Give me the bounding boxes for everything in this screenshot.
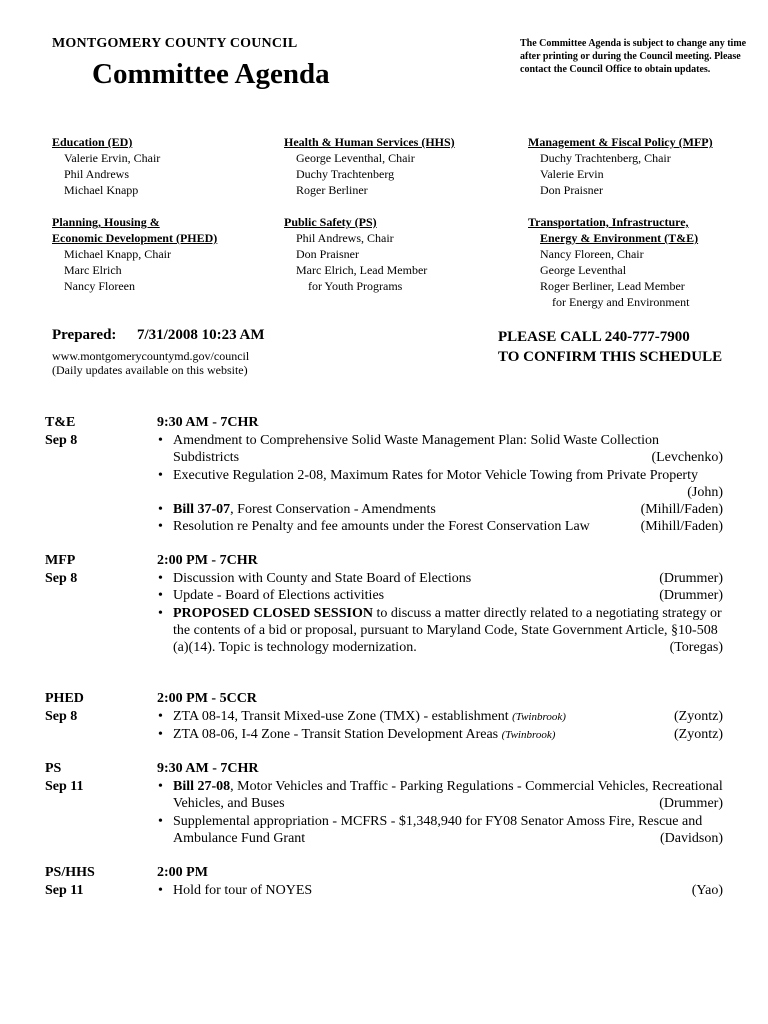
item-bold-text: PROPOSED CLOSED SESSION (173, 605, 373, 621)
item-text: Supplemental appropriation - MCFRS - $1,348,940 for FY08 Senator Amoss Fire, Rescue and Ambulance Fund Grant (173, 813, 703, 846)
committee-member: for Energy and Environment (552, 295, 690, 309)
session-committee: PS/HHS (45, 865, 95, 880)
item-text: Discussion with County and State Board of Elections (173, 571, 472, 586)
item-presenter: (Drummer) (659, 588, 723, 604)
item-text: Resolution re Penalty and fee amounts under the Forest Conservation Law (173, 519, 590, 535)
call-line-2: TO CONFIRM THIS SCHEDULE (498, 349, 723, 365)
session-body (157, 760, 723, 847)
committee-member: Marc Elrich (64, 263, 122, 277)
bullet-icon: • (158, 727, 163, 743)
committee-block (284, 214, 427, 294)
committee-member: Michael Knapp, Chair (64, 247, 171, 261)
session-body (157, 552, 723, 656)
committee-block (528, 214, 698, 310)
confirm-notice (498, 327, 722, 367)
call-line-1: PLEASE CALL 240-777-7900 (498, 329, 690, 345)
committee-member: Marc Elrich, Lead Member (296, 263, 428, 277)
agenda-item (157, 587, 723, 604)
page-title: Committee Agenda (92, 58, 330, 90)
committee-member: Phil Andrews, Chair (296, 231, 394, 245)
committee-member: for Youth Programs (308, 279, 403, 293)
item-bold-text: Bill 27-08 (173, 779, 231, 794)
website-info (52, 349, 249, 377)
item-presenter: (John) (687, 484, 723, 500)
committee-member: Nancy Floreen, Chair (540, 247, 644, 261)
item-text: ZTA 08-14, Transit Mixed-use Zone (TMX) - establishment (Twinbrook) (173, 709, 566, 724)
session-committee: PS (45, 761, 62, 776)
committee-name: Education (ED) (52, 135, 133, 149)
website-url[interactable]: www.montgomerycountymd.gov/council (52, 349, 250, 363)
item-presenter: (Zyontz) (674, 709, 723, 724)
session-time: 2:00 PM - 5CCR (157, 691, 257, 706)
session-date: Sep 8 (45, 433, 78, 448)
committee-block (52, 134, 160, 198)
session-label (45, 414, 77, 450)
item-presenter: (Drummer) (659, 571, 723, 586)
agenda-item (157, 570, 723, 587)
session-committee: MFP (45, 553, 76, 568)
session-committee: PHED (45, 691, 84, 706)
item-text: Executive Regulation 2-08, Maximum Rates for Motor Vehicle Towing from Private Property (173, 467, 698, 483)
committee-block (284, 134, 455, 198)
council-name: MONTGOMERY COUNTY COUNCIL (52, 36, 298, 51)
committee-member: Don Praisner (296, 247, 359, 261)
item-presenter: (Mihill/Faden) (640, 519, 723, 535)
item-text: Bill 37-07, Forest Conservation - Amendments (173, 502, 436, 518)
session-label (45, 552, 77, 588)
agenda-item (157, 813, 723, 848)
committee-name: Health & Human Services (HHS) (284, 135, 455, 149)
committee-member: George Leventhal (540, 263, 627, 277)
committee-block (528, 134, 713, 198)
prepared-timestamp: 7/31/2008 10:23 AM (137, 327, 265, 343)
item-presenter: (Toregas) (669, 640, 723, 656)
committee-member: Valerie Ervin (540, 167, 604, 181)
agenda-item (157, 467, 723, 502)
bullet-icon: • (158, 709, 163, 724)
item-presenter: (Drummer) (659, 796, 723, 812)
session-date: Sep 8 (45, 571, 78, 586)
committee-name: Management & Fiscal Policy (MFP) (528, 135, 713, 149)
session-label (45, 864, 95, 900)
item-presenter: (Zyontz) (674, 727, 723, 743)
agenda-item (157, 708, 723, 726)
session-body (157, 864, 723, 899)
session-body (157, 414, 723, 536)
agenda-item (157, 501, 723, 518)
session-time: 2:00 PM (157, 865, 208, 880)
session-date: Sep 11 (45, 883, 84, 898)
agenda-item (157, 518, 723, 535)
website-note: (Daily updates available on this website) (52, 363, 248, 377)
bullet-icon: • (158, 605, 163, 621)
session-committee: T&E (45, 415, 76, 430)
session-time: 9:30 AM - 7CHR (157, 415, 259, 430)
committee-member: George Leventhal, Chair (296, 151, 415, 165)
agenda-item (157, 726, 723, 744)
bullet-icon: • (158, 588, 163, 604)
committee-member: Nancy Floreen (64, 279, 135, 293)
committee-member: Valerie Ervin, Chair (64, 151, 161, 165)
agenda-item (157, 605, 723, 657)
item-text: ZTA 08-06, I-4 Zone - Transit Station Development Areas (Twinbrook) (173, 727, 556, 743)
committee-name: Energy & Environment (T&E) (540, 231, 699, 245)
item-bold-text: Bill 37-07 (173, 502, 231, 518)
committee-block (52, 214, 217, 294)
item-text: Bill 27-08, Motor Vehicles and Traffic - Parking Regulations - Commercial Vehicles, Recreational Vehicles, and Buses (173, 779, 723, 812)
agenda-item (157, 432, 723, 467)
session-time: 9:30 AM - 7CHR (157, 761, 259, 776)
item-presenter: (Yao) (691, 883, 723, 898)
item-text: PROPOSED CLOSED SESSION to discuss a matter directly related to a negotiating strategy or the contents of a bid or proposal, pursuant to Maryland Code, State Government Article, §10-508 (a)(14). Topic is technology modernization. (173, 605, 722, 656)
committee-member: Duchy Trachtenberg, Chair (540, 151, 671, 165)
bullet-icon: • (158, 571, 163, 586)
committee-member: Roger Berliner (296, 183, 368, 197)
bullet-icon: • (158, 467, 163, 483)
item-text: Hold for tour of NOYES (173, 883, 313, 898)
committee-name: Public Safety (PS) (284, 215, 377, 229)
committee-member: Roger Berliner, Lead Member (540, 279, 685, 293)
committee-member: Michael Knapp (64, 183, 139, 197)
session-body (157, 690, 723, 745)
item-note: (Twinbrook) (512, 711, 566, 723)
committee-name: Planning, Housing & (52, 215, 160, 229)
item-text: Update - Board of Elections activities (173, 588, 385, 604)
committee-member: Phil Andrews (64, 167, 130, 181)
agenda-item (157, 882, 723, 899)
agenda-item (157, 778, 723, 813)
committee-name: Transportation, Infrastructure, (528, 215, 689, 229)
committee-member: Duchy Trachtenberg (296, 167, 395, 181)
session-label (45, 760, 84, 796)
item-note: (Twinbrook) (501, 729, 556, 742)
bullet-icon: • (158, 433, 163, 448)
item-presenter: (Mihill/Faden) (640, 502, 723, 518)
session-label (45, 690, 84, 726)
item-presenter: (Davidson) (660, 830, 723, 846)
item-text: Amendment to Comprehensive Solid Waste Management Plan: Solid Waste Collection Subdistricts (173, 433, 659, 466)
item-presenter: (Levchenko) (651, 450, 723, 466)
session-date: Sep 11 (45, 779, 84, 794)
bullet-icon: • (158, 813, 163, 829)
bullet-icon: • (158, 779, 163, 794)
committee-name: Economic Development (PHED) (52, 231, 218, 245)
committee-member: Don Praisner (540, 183, 603, 197)
update-notice: The Committee Agenda is subject to change any time after printing or during the Council meeting. Please contact the Council Office to obtain updates. (520, 38, 747, 75)
bullet-icon: • (158, 519, 163, 535)
bullet-icon: • (158, 502, 163, 518)
session-time: 2:00 PM - 7CHR (157, 553, 258, 568)
session-date: Sep 8 (45, 709, 78, 724)
prepared-label: Prepared: (52, 327, 117, 343)
bullet-icon: • (158, 883, 163, 898)
